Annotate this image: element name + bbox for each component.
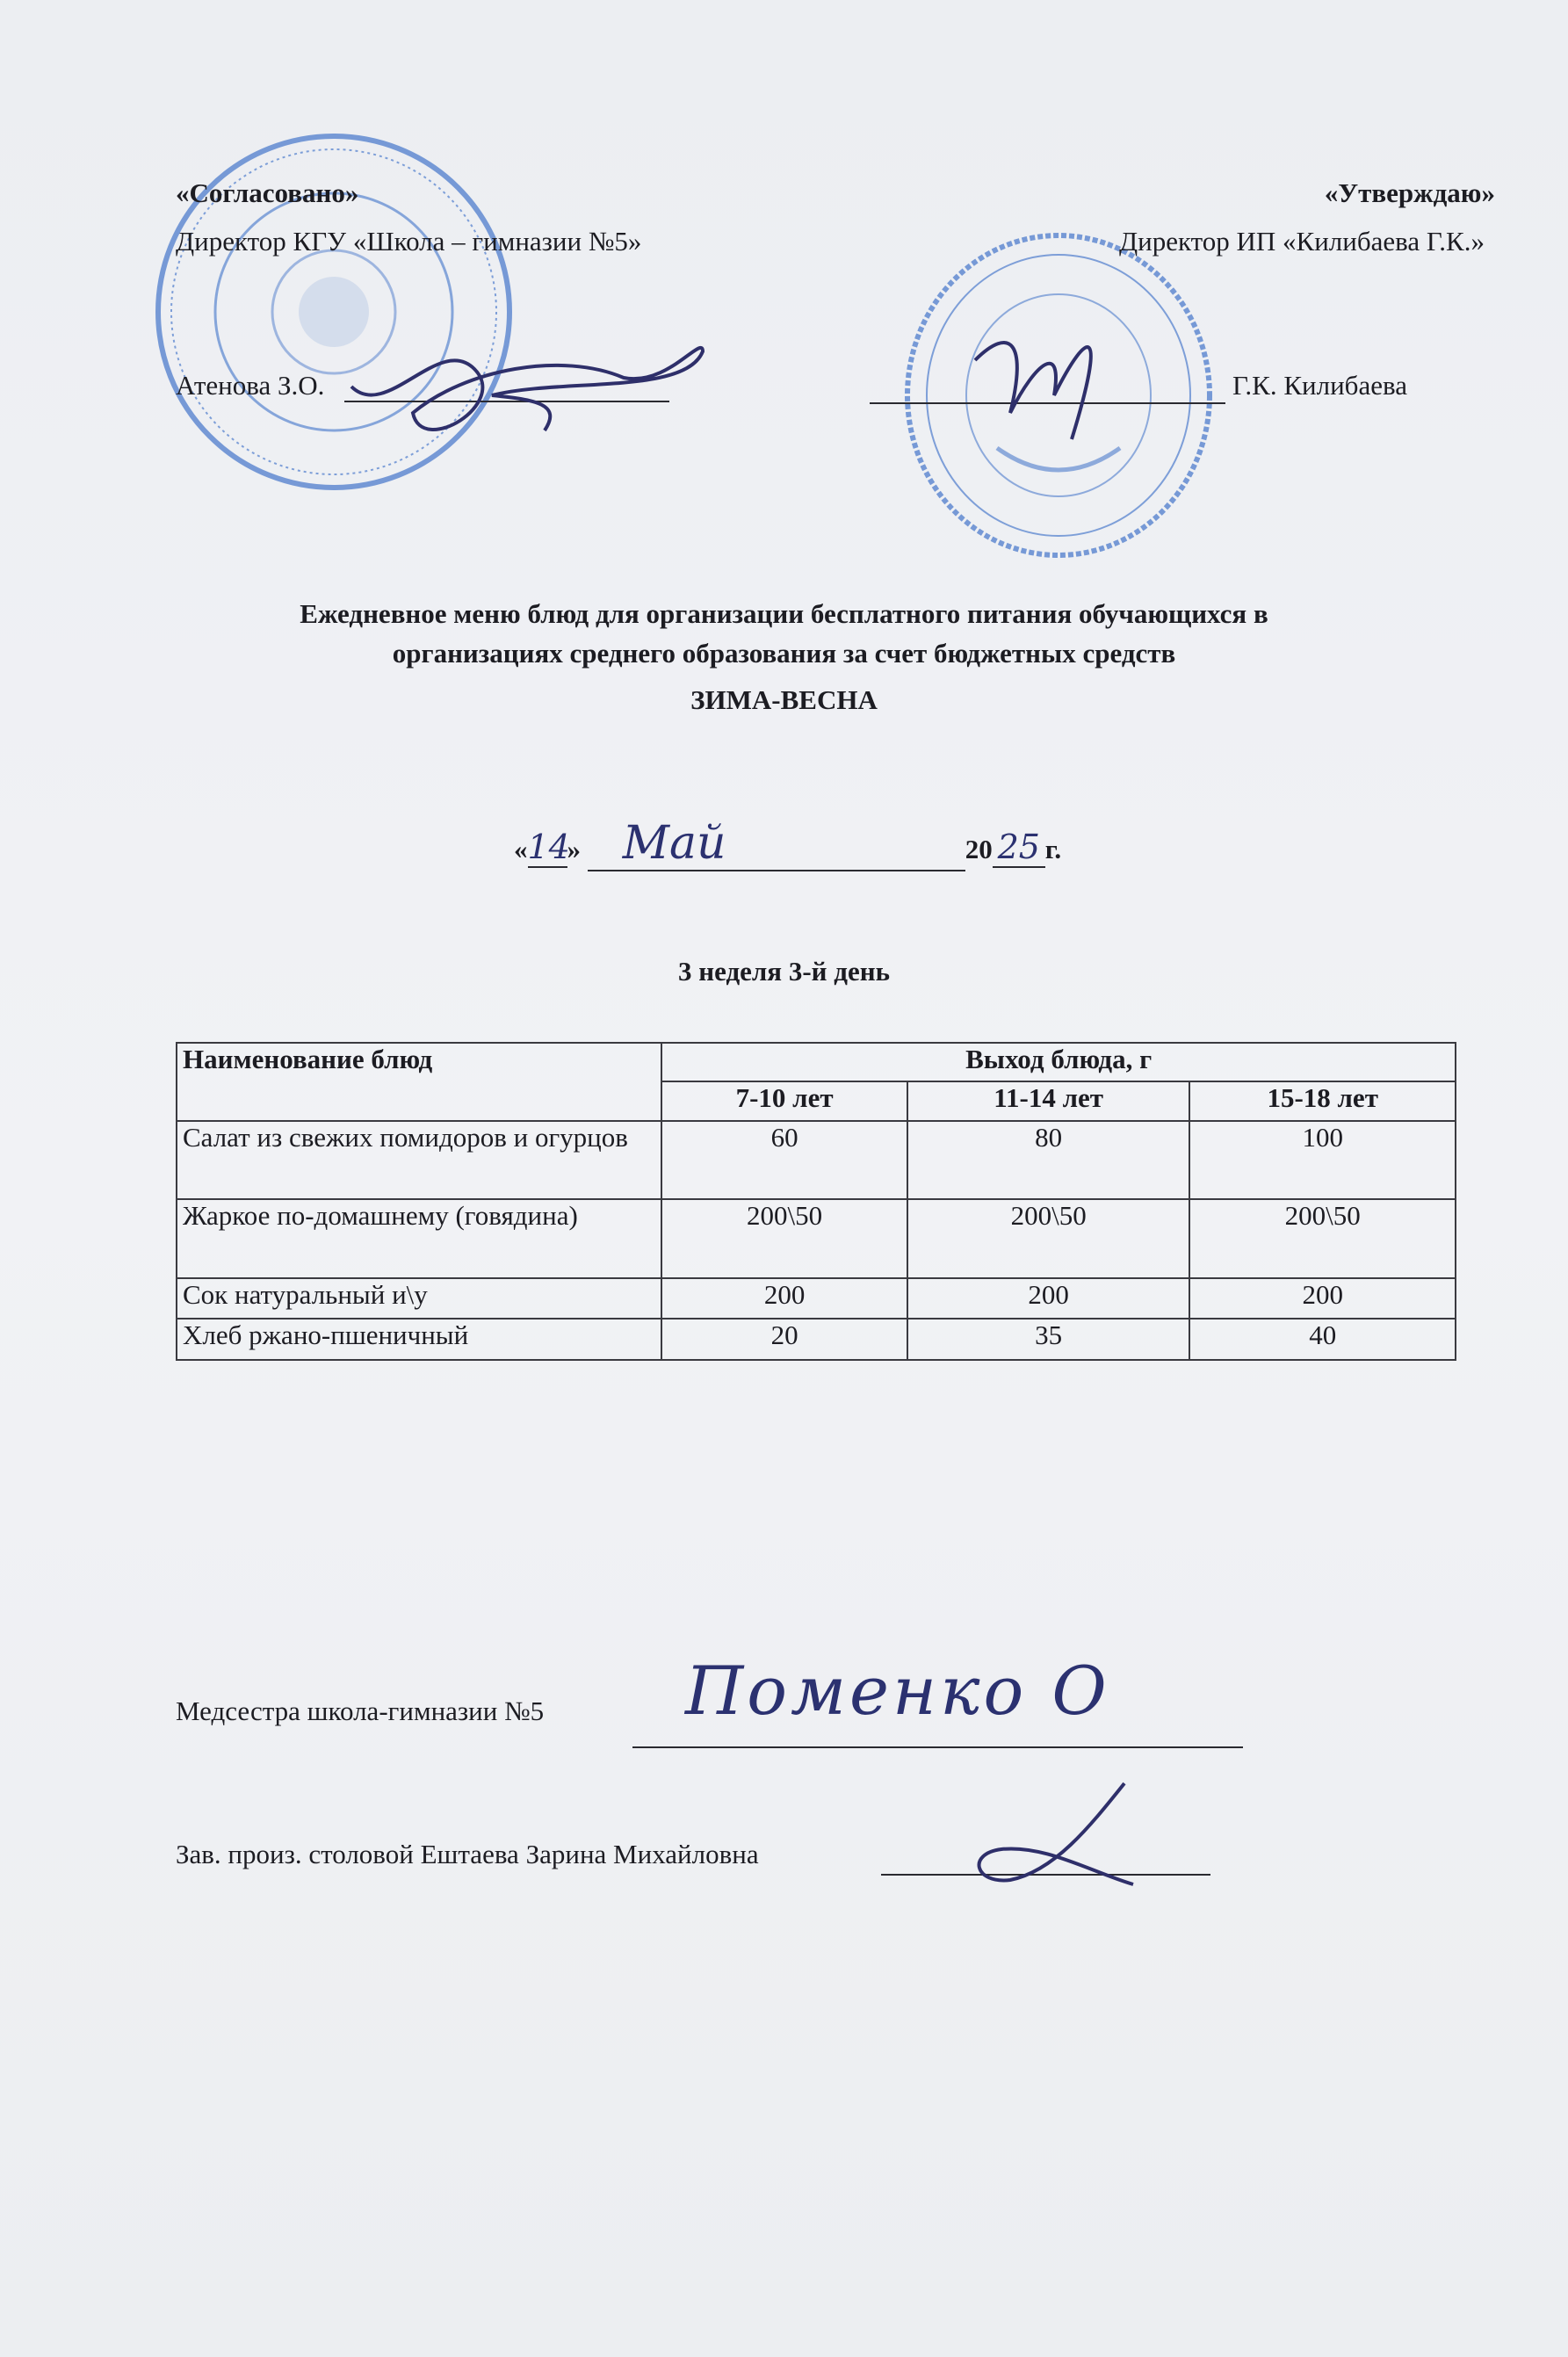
nurse-signature: Поменко О xyxy=(685,1652,1110,1730)
portion-value: 60 xyxy=(661,1121,907,1199)
season-label: ЗИМА-ВЕСНА xyxy=(690,684,878,715)
right-director-position: Директор ИП «Килибаева Г.К.» xyxy=(1118,226,1485,257)
menu-table xyxy=(176,1042,1456,1361)
portion-value: 200\50 xyxy=(907,1199,1190,1278)
approve-heading: «Утверждаю» xyxy=(1324,177,1495,208)
portion-value: 200 xyxy=(1189,1278,1456,1319)
date-year-prefix: 20 xyxy=(965,834,993,864)
header-output: Выход блюда, г xyxy=(661,1043,1456,1081)
portion-value: 20 xyxy=(661,1319,907,1360)
portion-value: 100 xyxy=(1189,1121,1456,1199)
table-row xyxy=(177,1199,1456,1278)
dish-name: Салат из свежих помидоров и огурцов xyxy=(177,1121,661,1199)
table-row xyxy=(177,1278,1456,1319)
doc-title-line1: Ежедневное меню блюд для организации бесплатного питания обучающихся в xyxy=(300,598,1268,629)
header-dish: Наименование блюд xyxy=(177,1043,661,1121)
portion-value: 200\50 xyxy=(661,1199,907,1278)
header-age-1: 7-10 лет xyxy=(661,1081,907,1121)
portion-value: 35 xyxy=(907,1319,1190,1360)
dish-name: Хлеб ржано-пшеничный xyxy=(177,1319,661,1360)
left-director-position: Директор КГУ «Школа – гимназии №5» xyxy=(176,226,642,257)
nurse-label: Медсестра школа-гимназии №5 xyxy=(176,1695,545,1726)
nurse-signature-line xyxy=(632,1746,1243,1748)
date-month: Май xyxy=(588,817,965,871)
portion-value: 200\50 xyxy=(1189,1199,1456,1278)
header-age-2: 11-14 лет xyxy=(907,1081,1190,1121)
canteen-signature xyxy=(957,1775,1151,1898)
agreed-heading: «Согласовано» xyxy=(176,177,359,208)
header-age-3: 15-18 лет xyxy=(1189,1081,1456,1121)
canteen-manager-label: Зав. произ. столовой Ештаева Зарина Михайловна xyxy=(176,1839,759,1869)
dish-name: Сок натуральный и\у xyxy=(177,1278,661,1319)
portion-value: 80 xyxy=(907,1121,1190,1199)
table-row xyxy=(177,1319,1456,1360)
left-signature xyxy=(334,316,738,483)
week-day-label: 3 неделя 3-й день xyxy=(678,956,890,987)
date-day: 14 xyxy=(527,828,570,866)
portion-value: 200 xyxy=(661,1278,907,1319)
table-row xyxy=(177,1121,1456,1199)
date-open-quote: « xyxy=(514,834,528,864)
left-director-name: Атенова З.О. xyxy=(176,370,325,401)
right-signature xyxy=(957,307,1133,474)
date-close-quote: » xyxy=(567,834,581,864)
doc-title-line2: организациях среднего образования за счет бюджетных средств xyxy=(392,638,1176,669)
table-header-row xyxy=(177,1043,1456,1081)
right-director-name: Г.К. Килибаева xyxy=(1232,370,1407,401)
date-year-suffix: 25 xyxy=(993,828,1045,868)
dish-name: Жаркое по-домашнему (говядина) xyxy=(177,1199,661,1278)
portion-value: 40 xyxy=(1189,1319,1456,1360)
date-suffix: г. xyxy=(1044,834,1062,864)
portion-value: 200 xyxy=(907,1278,1190,1319)
date-line xyxy=(514,817,1061,871)
